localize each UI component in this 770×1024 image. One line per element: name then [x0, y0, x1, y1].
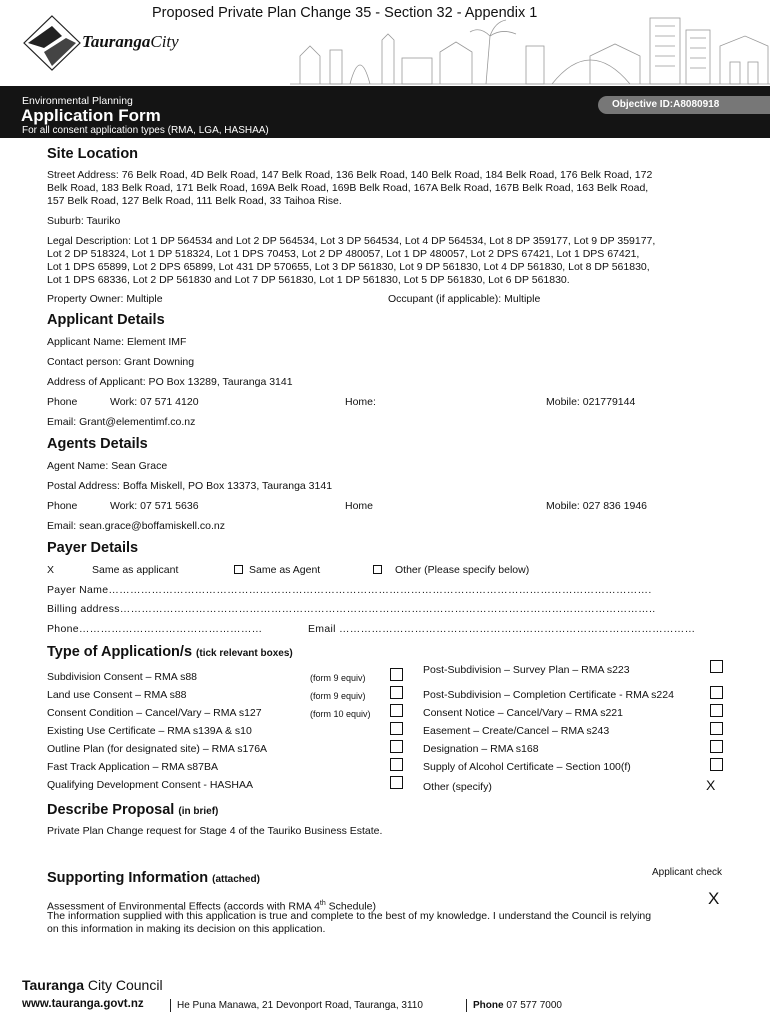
- payer-applicant-mark[interactable]: X: [47, 564, 55, 576]
- applicant-name: Applicant Name: Element IMF: [47, 336, 187, 348]
- declaration-line: on this information in making its decision on this application.: [47, 923, 326, 935]
- app-left-label: Subdivision Consent – RMA s88: [47, 671, 197, 683]
- logo-word-tauranga: Tauranga: [82, 32, 151, 51]
- logo: [22, 14, 192, 72]
- legal-line: Lot 1 DPS 65899, Lot 2 DPS 65899, Lot 431 DP 570655, Lot 3 DP 561830, Lot 9 DP 561830, Lot 4 DP 561830, Lot 8 DP 561830,: [47, 261, 650, 273]
- footer-phone-number: 07 577 7000: [503, 1000, 562, 1011]
- applicant-address: Address of Applicant: PO Box 13289, Tauranga 3141: [47, 376, 293, 388]
- applicant-home-phone: Home:: [345, 396, 376, 408]
- proposal-title: Describe Proposal: [47, 802, 175, 818]
- agent-name: Agent Name: Sean Grace: [47, 460, 168, 472]
- form-subtitle: For all consent application types (RMA, LGA, HASHAA): [22, 125, 269, 136]
- agent-heading: Agents Details: [47, 436, 148, 452]
- agent-postal-address: Postal Address: Boffa Miskell, PO Box 13373, Tauranga 3141: [47, 480, 333, 492]
- footer-divider: [466, 999, 467, 1012]
- application-type-note: (tick relevant boxes): [196, 648, 293, 659]
- app-right-label: Post-Subdivision – Survey Plan – RMA s223: [423, 664, 630, 676]
- application-type-heading: [47, 644, 293, 660]
- legal-description: [47, 235, 747, 287]
- agent-email: Email: sean.grace@boffamiskell.co.nz: [47, 520, 225, 532]
- logo-word-city: City: [150, 32, 179, 51]
- street-address: [47, 169, 747, 208]
- footer-org: [22, 977, 163, 993]
- applicant-heading: Applicant Details: [47, 312, 165, 328]
- payer-email-field[interactable]: Email ………………………………………………………………………………………: [308, 623, 696, 635]
- contact-person: Contact person: Grant Downing: [47, 356, 195, 368]
- footer-org-rest: City Council: [83, 977, 163, 993]
- app-right-label: Other (specify): [423, 781, 492, 793]
- app-left-checkbox[interactable]: [390, 668, 403, 681]
- suburb: Suburb: Tauriko: [47, 215, 121, 227]
- form-title: Application Form: [21, 106, 161, 125]
- app-left-checkbox[interactable]: [390, 758, 403, 771]
- applicant-email: Email: Grant@elementimf.co.nz: [47, 416, 196, 428]
- footer-org-bold: Tauranga: [22, 977, 84, 993]
- app-left-form: (form 9 equiv): [310, 673, 366, 683]
- objective-id-badge: [598, 96, 770, 114]
- app-left-checkbox[interactable]: [390, 686, 403, 699]
- app-left-label: Existing Use Certificate – RMA s139A & s10: [47, 725, 252, 737]
- app-left-checkbox[interactable]: [390, 740, 403, 753]
- top-title: Proposed Private Plan Change 35 - Section 32 - Appendix 1: [152, 5, 538, 21]
- proposal-text: Private Plan Change request for Stage 4 of the Tauriko Business Estate.: [47, 825, 383, 837]
- applicant-check-label: Applicant check: [652, 867, 723, 878]
- footer-phone-label: Phone: [473, 1000, 504, 1011]
- app-left-checkbox[interactable]: [390, 722, 403, 735]
- app-right-checkbox[interactable]: [710, 722, 723, 735]
- app-right-checkbox[interactable]: [710, 758, 723, 771]
- app-left-checkbox[interactable]: [390, 776, 403, 789]
- legal-line: Lot 2 DP 518324, Lot 1 DP 518324, Lot 1 DPS 70453, Lot 2 DP 480057, Lot 1 DP 480057, Lot 2 DPS 67421, Lot 1 DPS 67421,: [47, 248, 640, 260]
- app-right-checkbox[interactable]: [710, 704, 723, 717]
- app-right-label: Supply of Alcohol Certificate – Section 100(f): [423, 761, 631, 773]
- property-owner: Property Owner: Multiple: [47, 293, 163, 305]
- payer-same-as-agent-checkbox[interactable]: [234, 565, 243, 574]
- aee-text-end: Schedule): [325, 900, 376, 913]
- agent-home-phone: Home: [345, 500, 374, 512]
- app-right-label: Post-Subdivision – Completion Certificate - RMA s224: [423, 689, 674, 701]
- address-line: 157 Belk Road, 127 Belk Road, 111 Belk Road, 33 Taihoa Rise.: [47, 195, 342, 207]
- aee-superscript: th: [319, 900, 326, 907]
- payer-same-as-applicant: Same as applicant: [92, 564, 179, 576]
- supporting-heading: [47, 870, 260, 886]
- footer-divider: [170, 999, 171, 1012]
- payer-other-checkbox[interactable]: [373, 565, 382, 574]
- legal-line: Lot 1 DPS 68336, Lot 2 DP 561830 and Lot 7 DP 561830, Lot 1 DP 561830, Lot 5 DP 561830, Lot 6 DP 561830.: [47, 274, 570, 286]
- app-right-checkbox[interactable]: [710, 660, 723, 673]
- proposal-heading: [47, 802, 218, 818]
- app-left-label: Consent Condition – Cancel/Vary – RMA s127: [47, 707, 262, 719]
- legal-line: Legal Description: Lot 1 DP 564534 and Lot 2 DP 564534, Lot 3 DP 564534, Lot 4 DP 564534, Lot 8 DP 359177, Lot 9 DP 359177,: [47, 235, 656, 247]
- payer-other: Other (Please specify below): [395, 564, 530, 576]
- applicant-phone-label: Phone: [47, 396, 78, 408]
- aee-text: Assessment of Environmental Effects (accords with RMA 4: [47, 900, 320, 913]
- app-left-label: Qualifying Development Consent - HASHAA: [47, 779, 254, 791]
- agent-phone-label: Phone: [47, 500, 78, 512]
- payer-phone-field[interactable]: Phone……………………………………………: [47, 623, 263, 635]
- app-left-label: Outline Plan (for designated site) – RMA s176A: [47, 743, 268, 755]
- agent-mobile: Mobile: 027 836 1946: [546, 500, 647, 512]
- occupant: Occupant (if applicable): Multiple: [388, 293, 541, 305]
- payer-heading: Payer Details: [47, 540, 139, 556]
- site-heading: Site Location: [47, 146, 139, 162]
- app-right-label: Consent Notice – Cancel/Vary – RMA s221: [423, 707, 623, 719]
- objective-id: Objective ID:A8080918: [612, 99, 720, 110]
- app-left-label: Fast Track Application – RMA s87BA: [47, 761, 218, 773]
- logo-diamond-icon: [22, 14, 82, 72]
- skyline-illustration: [290, 6, 770, 86]
- app-left-form: (form 10 equiv): [310, 709, 371, 719]
- app-right-label: Designation – RMA s168: [423, 743, 539, 755]
- app-left-form: (form 9 equiv): [310, 691, 366, 701]
- app-other-mark[interactable]: X: [706, 777, 716, 793]
- app-left-label: Land use Consent – RMA s88: [47, 689, 187, 701]
- supporting-title: Supporting Information: [47, 870, 209, 886]
- aee-check-mark[interactable]: X: [708, 889, 720, 908]
- proposal-note: (in brief): [178, 806, 219, 817]
- footer-phone: [473, 1000, 562, 1011]
- applicant-mobile: Mobile: 021779144: [546, 396, 636, 408]
- payer-same-as-agent: Same as Agent: [249, 564, 321, 576]
- app-right-checkbox[interactable]: [710, 686, 723, 699]
- applicant-work-phone: Work: 07 571 4120: [110, 396, 199, 408]
- address-line: Belk Road, 183 Belk Road, 171 Belk Road, 169A Belk Road, 169B Belk Road, 167A Belk Road, 167B Belk Road, 163 Belk Road,: [47, 182, 649, 194]
- app-right-checkbox[interactable]: [710, 740, 723, 753]
- agent-work-phone: Work: 07 571 5636: [110, 500, 199, 512]
- declaration-line: The information supplied with this application is true and complete to the best of my knowledge. I understand the Council is relying: [47, 910, 652, 922]
- app-left-checkbox[interactable]: [390, 704, 403, 717]
- application-type-title: Type of Application/s: [47, 644, 193, 660]
- payer-name-field[interactable]: Payer Name…………………………………………………………………………………………………………………………………….: [47, 584, 652, 596]
- footer-address: He Puna Manawa, 21 Devonport Road, Tauranga, 3110: [177, 1000, 423, 1011]
- supporting-note: (attached): [212, 874, 260, 885]
- billing-address-field[interactable]: Billing address…………………………………………………………………………………………………………………………………..: [47, 603, 656, 615]
- declaration: [47, 910, 747, 936]
- address-line: Street Address: 76 Belk Road, 4D Belk Road, 147 Belk Road, 136 Belk Road, 140 Belk Road, 184 Belk Road, 176 Belk Road, 172: [47, 169, 653, 181]
- department-label: Environmental Planning: [22, 95, 133, 107]
- app-right-label: Easement – Create/Cancel – RMA s243: [423, 725, 610, 737]
- footer-website-link[interactable]: www.tauranga.govt.nz: [22, 998, 144, 1010]
